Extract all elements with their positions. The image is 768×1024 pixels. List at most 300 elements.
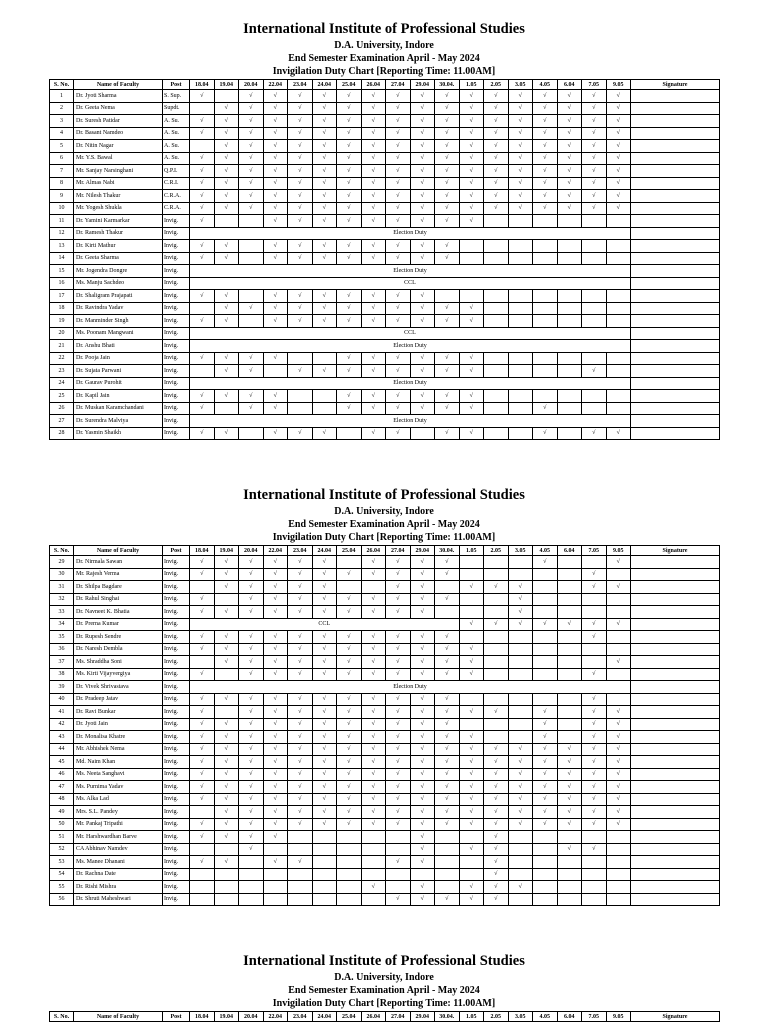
duty-cell: [533, 352, 558, 365]
faculty-name: Dr. Yamini Karmarkar: [74, 215, 163, 228]
duty-cell: √: [337, 402, 362, 415]
duty-cell: √: [459, 756, 484, 769]
duty-cell: √: [459, 668, 484, 681]
duty-cell: √: [582, 102, 607, 115]
duty-cell: √: [214, 656, 239, 669]
duty-cell: [484, 402, 509, 415]
duty-cell: √: [239, 152, 264, 165]
table-row: [50, 352, 720, 365]
signature-cell: [631, 668, 720, 681]
signature-cell: [631, 127, 720, 140]
duty-cell: [606, 315, 631, 328]
duty-cell: √: [361, 352, 386, 365]
duty-cell: √: [239, 90, 264, 103]
duty-cell: √: [214, 115, 239, 128]
duty-cell: √: [239, 390, 264, 403]
serial-number: 49: [50, 806, 74, 819]
duty-cell: [484, 568, 509, 581]
duty-cell: √: [435, 140, 460, 153]
duty-cell: √: [214, 631, 239, 644]
duty-cell: [582, 390, 607, 403]
duty-cell: √: [239, 631, 264, 644]
col-date: 26.04: [361, 80, 386, 90]
duty-cell: [508, 402, 533, 415]
duty-cell: [337, 581, 362, 594]
duty-cell: √: [337, 706, 362, 719]
duty-cell: √: [484, 140, 509, 153]
duty-cell: √: [410, 177, 435, 190]
table-row: [50, 831, 720, 844]
duty-cell: √: [288, 793, 313, 806]
duty-cell: √: [484, 843, 509, 856]
duty-cell: √: [361, 127, 386, 140]
duty-cell: [484, 290, 509, 303]
duty-cell: √: [214, 693, 239, 706]
duty-cell: √: [190, 252, 215, 265]
duty-cell: √: [459, 806, 484, 819]
duty-cell: [557, 352, 582, 365]
col-sno: S. No.: [50, 80, 74, 90]
col-date: 23.04: [288, 80, 313, 90]
duty-cell: [557, 427, 582, 440]
university-name: D.A. University, Indore: [334, 39, 434, 51]
duty-cell: √: [214, 365, 239, 378]
duty-cell: √: [557, 177, 582, 190]
duty-cell: √: [533, 115, 558, 128]
col-date: 9.05: [606, 1012, 631, 1022]
col-date: 19.04: [214, 1012, 239, 1022]
duty-cell: [459, 693, 484, 706]
duty-cell: √: [410, 718, 435, 731]
faculty-name: Dr. Prerna Kumar: [74, 618, 163, 631]
duty-cell: [582, 856, 607, 869]
duty-cell: √: [337, 352, 362, 365]
duty-cell: √: [312, 781, 337, 794]
duty-cell: [459, 568, 484, 581]
duty-cell: [508, 315, 533, 328]
duty-cell: √: [239, 302, 264, 315]
duty-status: CCL: [190, 277, 631, 290]
table-row: [50, 731, 720, 744]
signature-cell: [631, 743, 720, 756]
duty-cell: √: [435, 365, 460, 378]
duty-cell: √: [557, 781, 582, 794]
duty-cell: √: [288, 718, 313, 731]
duty-cell: √: [435, 165, 460, 178]
col-signature: Signature: [631, 1012, 720, 1022]
duty-cell: √: [410, 643, 435, 656]
faculty-name: Mr. Y.S. Bawal: [74, 152, 163, 165]
duty-cell: √: [263, 831, 288, 844]
duty-cell: √: [508, 818, 533, 831]
duty-cell: [484, 606, 509, 619]
col-post: Post: [163, 546, 190, 556]
duty-cell: √: [386, 290, 411, 303]
table-row: [50, 115, 720, 128]
col-date: 9.05: [606, 80, 631, 90]
duty-cell: √: [435, 215, 460, 228]
duty-cell: √: [557, 152, 582, 165]
duty-cell: √: [288, 768, 313, 781]
faculty-post: Invig.: [163, 427, 190, 440]
duty-cell: [484, 656, 509, 669]
duty-cell: √: [263, 290, 288, 303]
duty-cell: √: [410, 581, 435, 594]
duty-cell: √: [582, 127, 607, 140]
faculty-post: Invig.: [163, 340, 190, 353]
duty-cell: √: [508, 618, 533, 631]
duty-cell: [533, 252, 558, 265]
duty-cell: [459, 856, 484, 869]
duty-cell: [508, 643, 533, 656]
faculty-name: Dr. Geeta Sharma: [74, 252, 163, 265]
faculty-name: Dr. Monalisa Khatre: [74, 731, 163, 744]
duty-cell: [582, 868, 607, 881]
duty-cell: [484, 731, 509, 744]
duty-cell: √: [582, 427, 607, 440]
duty-cell: [484, 252, 509, 265]
duty-cell: √: [263, 252, 288, 265]
duty-status: Election Duty: [190, 265, 631, 278]
duty-cell: [484, 240, 509, 253]
duty-cell: √: [288, 643, 313, 656]
faculty-post: Invig.: [163, 568, 190, 581]
duty-cell: √: [214, 352, 239, 365]
signature-cell: [631, 102, 720, 115]
duty-cell: [459, 593, 484, 606]
duty-cell: √: [263, 668, 288, 681]
signature-cell: [631, 631, 720, 644]
duty-cell: [214, 881, 239, 894]
duty-cell: √: [582, 115, 607, 128]
faculty-name: Dr. Gaurav Purohit: [74, 377, 163, 390]
duty-cell: √: [239, 190, 264, 203]
table-row: [50, 581, 720, 594]
duty-cell: √: [410, 115, 435, 128]
duty-cell: √: [508, 606, 533, 619]
duty-cell: √: [312, 668, 337, 681]
duty-cell: √: [582, 90, 607, 103]
signature-cell: [631, 152, 720, 165]
faculty-post: A. Su.: [163, 152, 190, 165]
col-date: 29.04: [410, 1012, 435, 1022]
duty-cell: √: [606, 127, 631, 140]
duty-cell: √: [410, 165, 435, 178]
duty-cell: √: [337, 781, 362, 794]
serial-number: 3: [50, 115, 74, 128]
duty-cell: √: [288, 427, 313, 440]
duty-cell: √: [386, 593, 411, 606]
col-date: 18.04: [190, 1012, 215, 1022]
signature-cell: [631, 593, 720, 606]
duty-cell: [533, 568, 558, 581]
duty-cell: √: [484, 856, 509, 869]
duty-cell: √: [435, 427, 460, 440]
signature-cell: [631, 793, 720, 806]
col-date: 24.04: [312, 546, 337, 556]
signature-cell: [631, 415, 720, 428]
col-date: 4.05: [533, 80, 558, 90]
faculty-name: Dr. Nirmala Sawan: [74, 556, 163, 569]
duty-cell: √: [582, 743, 607, 756]
duty-status: Election Duty: [190, 681, 631, 694]
table-row: [50, 893, 720, 906]
duty-cell: √: [263, 190, 288, 203]
duty-cell: √: [582, 718, 607, 731]
duty-cell: √: [190, 693, 215, 706]
duty-cell: √: [484, 152, 509, 165]
duty-cell: √: [533, 140, 558, 153]
signature-cell: [631, 843, 720, 856]
duty-cell: √: [484, 768, 509, 781]
duty-cell: √: [435, 806, 460, 819]
table-row: [50, 856, 720, 869]
faculty-name: Dr. Manminder Singh: [74, 315, 163, 328]
duty-cell: [410, 868, 435, 881]
duty-cell: √: [459, 165, 484, 178]
faculty-post: Invig.: [163, 793, 190, 806]
duty-cell: √: [337, 152, 362, 165]
duty-cell: √: [288, 127, 313, 140]
duty-cell: √: [263, 240, 288, 253]
duty-cell: √: [459, 215, 484, 228]
duty-cell: √: [459, 843, 484, 856]
duty-cell: √: [410, 215, 435, 228]
duty-cell: √: [214, 743, 239, 756]
table-row: [50, 415, 720, 428]
serial-number: 9: [50, 190, 74, 203]
duty-cell: √: [312, 643, 337, 656]
duty-cell: √: [263, 631, 288, 644]
signature-cell: [631, 568, 720, 581]
duty-cell: [190, 806, 215, 819]
duty-cell: √: [435, 390, 460, 403]
duty-cell: [484, 693, 509, 706]
duty-cell: √: [533, 556, 558, 569]
duty-cell: √: [337, 643, 362, 656]
duty-cell: √: [312, 252, 337, 265]
duty-cell: √: [435, 202, 460, 215]
duty-cell: √: [214, 831, 239, 844]
col-date: 29.04: [410, 546, 435, 556]
signature-cell: [631, 868, 720, 881]
duty-cell: √: [337, 756, 362, 769]
duty-cell: √: [214, 718, 239, 731]
duty-cell: [533, 668, 558, 681]
duty-cell: [508, 290, 533, 303]
serial-number: 1: [50, 90, 74, 103]
duty-cell: [386, 881, 411, 894]
faculty-name: Ms. Alka Lad: [74, 793, 163, 806]
duty-cell: √: [312, 718, 337, 731]
duty-cell: [190, 843, 215, 856]
duty-cell: √: [312, 115, 337, 128]
duty-cell: [288, 352, 313, 365]
duty-cell: [582, 302, 607, 315]
duty-cell: [606, 893, 631, 906]
duty-cell: √: [361, 290, 386, 303]
duty-cell: [508, 352, 533, 365]
duty-cell: √: [459, 402, 484, 415]
signature-cell: [631, 656, 720, 669]
signature-cell: [631, 806, 720, 819]
duty-cell: [606, 868, 631, 881]
table-row: [50, 806, 720, 819]
duty-cell: √: [361, 881, 386, 894]
duty-cell: √: [337, 593, 362, 606]
duty-cell: √: [312, 290, 337, 303]
faculty-post: Invig.: [163, 893, 190, 906]
faculty-name: Ms. Neeta Sanghavi: [74, 768, 163, 781]
faculty-post: Invig.: [163, 277, 190, 290]
duty-cell: [459, 252, 484, 265]
signature-cell: [631, 731, 720, 744]
duty-cell: √: [190, 202, 215, 215]
duty-cell: [484, 643, 509, 656]
duty-cell: √: [337, 743, 362, 756]
signature-cell: [631, 177, 720, 190]
duty-cell: √: [533, 618, 558, 631]
duty-cell: √: [606, 190, 631, 203]
faculty-name: Dr. Basant Namdeo: [74, 127, 163, 140]
duty-cell: √: [435, 402, 460, 415]
faculty-post: Invig.: [163, 265, 190, 278]
duty-cell: √: [361, 102, 386, 115]
duty-cell: √: [533, 102, 558, 115]
duty-cell: √: [361, 190, 386, 203]
duty-cell: √: [263, 718, 288, 731]
institute-title: International Institute of Professional Studies: [243, 487, 525, 503]
duty-cell: √: [435, 631, 460, 644]
duty-cell: √: [214, 202, 239, 215]
faculty-post: Invig.: [163, 656, 190, 669]
duty-cell: √: [190, 556, 215, 569]
duty-cell: √: [288, 818, 313, 831]
duty-cell: √: [508, 127, 533, 140]
header-row: [50, 80, 720, 90]
duty-cell: √: [557, 818, 582, 831]
duty-cell: [533, 656, 558, 669]
duty-cell: √: [508, 190, 533, 203]
faculty-name: Ms. Kirti Vijayvergiya: [74, 668, 163, 681]
duty-cell: √: [263, 593, 288, 606]
duty-cell: √: [361, 693, 386, 706]
duty-cell: [484, 427, 509, 440]
duty-cell: √: [337, 568, 362, 581]
duty-cell: [263, 868, 288, 881]
duty-cell: √: [263, 693, 288, 706]
serial-number: 45: [50, 756, 74, 769]
table-row: [50, 843, 720, 856]
duty-cell: √: [337, 190, 362, 203]
duty-cell: √: [533, 190, 558, 203]
duty-status: CCL: [190, 327, 631, 340]
duty-cell: [508, 893, 533, 906]
duty-cell: [459, 868, 484, 881]
duty-cell: √: [239, 843, 264, 856]
duty-cell: √: [190, 793, 215, 806]
faculty-post: Invig.: [163, 618, 190, 631]
duty-cell: √: [312, 793, 337, 806]
duty-cell: √: [410, 290, 435, 303]
institute-title: International Institute of Professional Studies: [243, 953, 525, 969]
duty-cell: √: [386, 315, 411, 328]
faculty-post: Invig.: [163, 843, 190, 856]
table-row: [50, 881, 720, 894]
duty-cell: √: [484, 202, 509, 215]
duty-cell: √: [214, 427, 239, 440]
duty-cell: [508, 706, 533, 719]
table-row: [50, 240, 720, 253]
duty-cell: √: [337, 290, 362, 303]
duty-cell: √: [533, 756, 558, 769]
duty-cell: √: [606, 202, 631, 215]
duty-cell: [606, 843, 631, 856]
duty-cell: √: [288, 152, 313, 165]
col-date: 27.04: [386, 80, 411, 90]
duty-cell: √: [288, 365, 313, 378]
duty-cell: [533, 831, 558, 844]
serial-number: 13: [50, 240, 74, 253]
duty-cell: √: [410, 893, 435, 906]
duty-cell: √: [239, 365, 264, 378]
table-row: [50, 402, 720, 415]
faculty-name: Dr. Suresh Patidar: [74, 115, 163, 128]
duty-cell: [288, 881, 313, 894]
duty-cell: √: [263, 556, 288, 569]
duty-cell: [606, 215, 631, 228]
duty-cell: √: [533, 706, 558, 719]
duty-cell: √: [263, 856, 288, 869]
duty-cell: [484, 352, 509, 365]
duty-cell: √: [410, 402, 435, 415]
header-row: [50, 1012, 720, 1022]
duty-cell: √: [214, 756, 239, 769]
duty-cell: √: [582, 693, 607, 706]
duty-cell: √: [557, 127, 582, 140]
col-date: 25.04: [337, 1012, 362, 1022]
duty-cell: √: [239, 352, 264, 365]
col-date: 6.04: [557, 546, 582, 556]
serial-number: 6: [50, 152, 74, 165]
duty-cell: [508, 302, 533, 315]
table-row: [50, 868, 720, 881]
duty-cell: [337, 427, 362, 440]
col-date: 2.05: [484, 1012, 509, 1022]
duty-cell: √: [386, 102, 411, 115]
duty-cell: √: [459, 352, 484, 365]
duty-cell: √: [484, 102, 509, 115]
duty-cell: √: [410, 731, 435, 744]
duty-cell: √: [533, 731, 558, 744]
duty-cell: √: [263, 706, 288, 719]
duty-cell: √: [435, 768, 460, 781]
duty-cell: √: [239, 718, 264, 731]
duty-cell: √: [361, 706, 386, 719]
chart-title: Invigilation Duty Chart [Reporting Time: 11.00AM]: [272, 997, 496, 1009]
duty-cell: √: [337, 127, 362, 140]
duty-cell: √: [214, 177, 239, 190]
duty-cell: √: [214, 568, 239, 581]
faculty-post: Invig.: [163, 581, 190, 594]
signature-cell: [631, 140, 720, 153]
signature-cell: [631, 781, 720, 794]
duty-cell: [557, 240, 582, 253]
col-date: 19.04: [214, 546, 239, 556]
duty-cell: √: [435, 706, 460, 719]
duty-cell: √: [386, 90, 411, 103]
duty-cell: [435, 856, 460, 869]
